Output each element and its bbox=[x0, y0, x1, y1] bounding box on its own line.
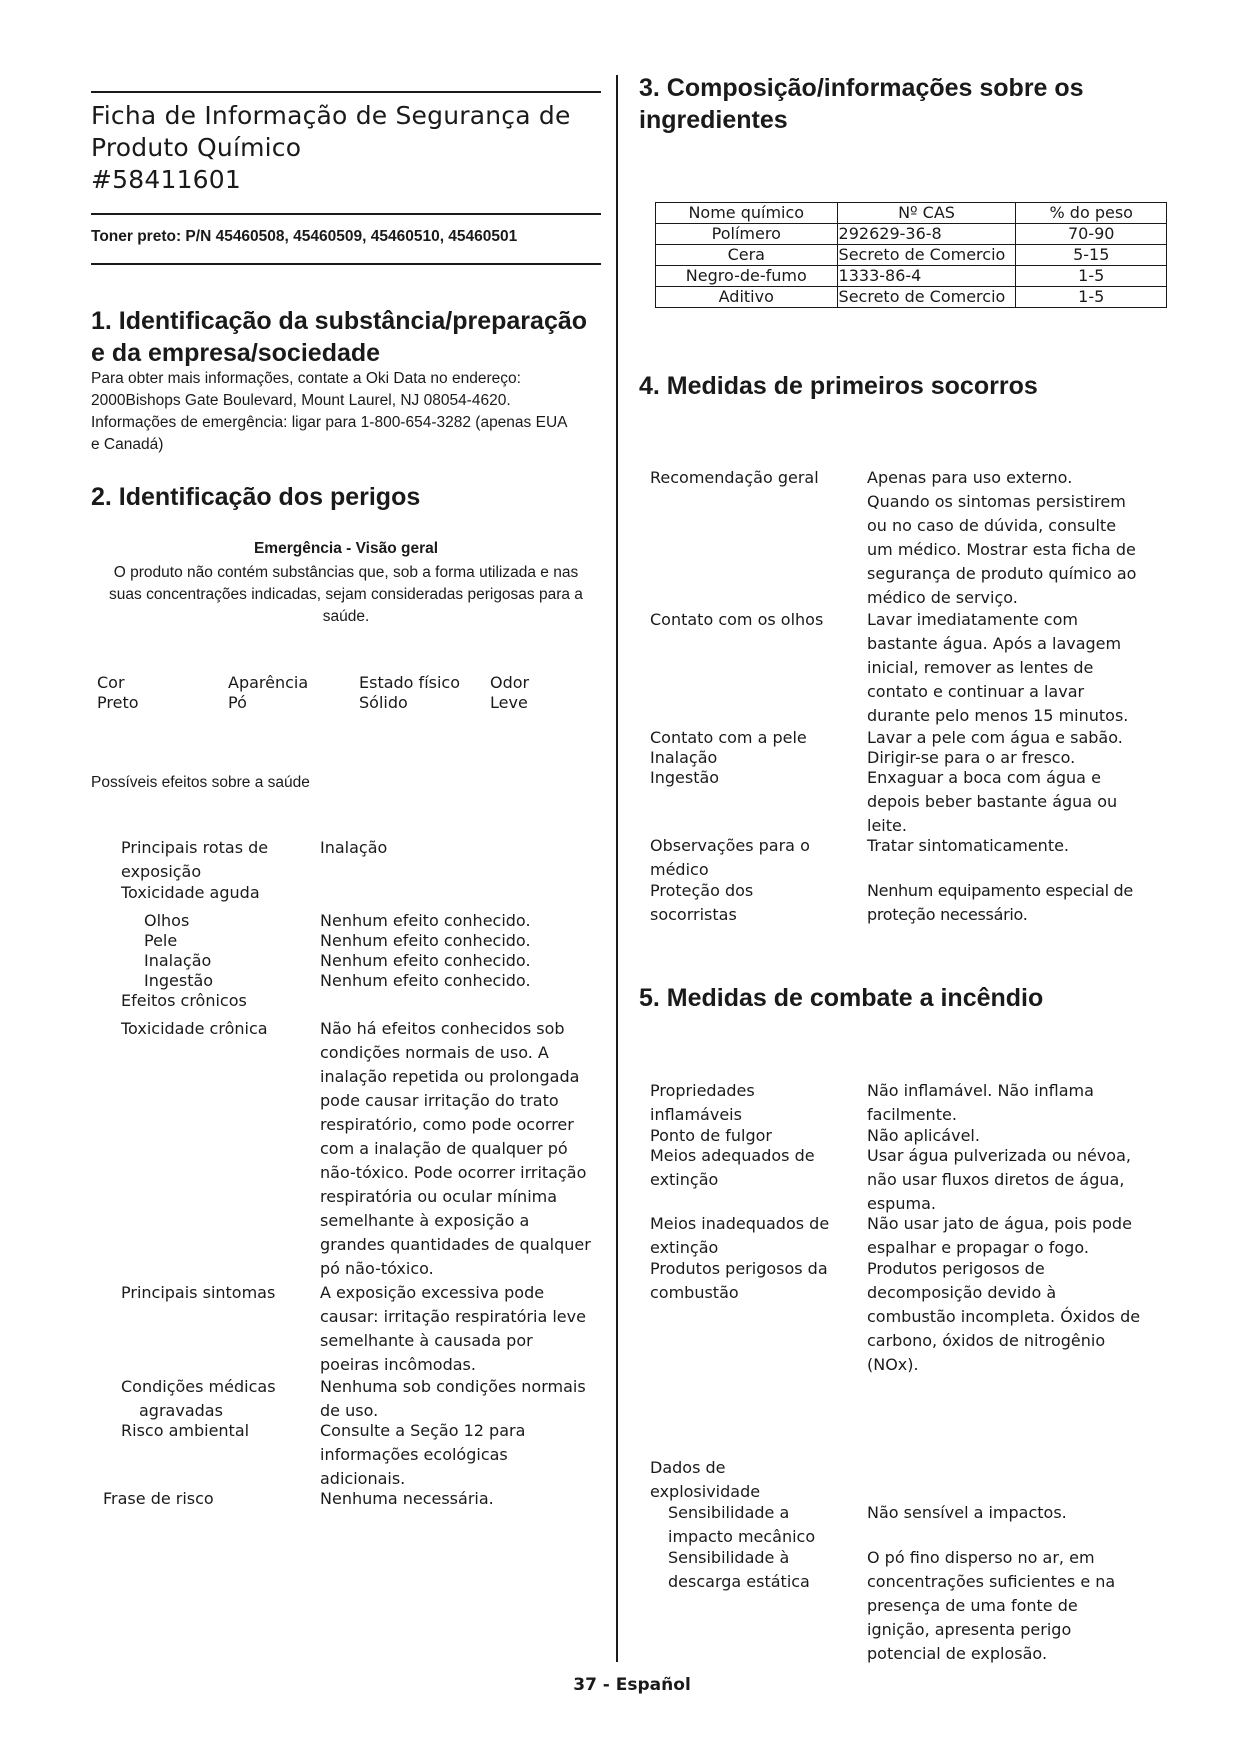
acute-label: Toxicidade aguda bbox=[121, 883, 260, 902]
static-sensitivity-value: O pó fino disperso no ar, em concentrações suficientes e na presença de uma fonte de ignição, apresenta perigo potencial de explosão. bbox=[867, 1548, 1116, 1663]
acute-ingestion-label: Ingestão bbox=[144, 971, 214, 990]
env-risk-label: Risco ambiental bbox=[121, 1421, 250, 1440]
acute-inhalation-label: Inalação bbox=[144, 951, 212, 970]
table-cell: Secreto de Comercio bbox=[837, 245, 1016, 266]
health-effects-title: Possíveis efeitos sobre a saúde bbox=[91, 774, 310, 791]
table-cell: 5-15 bbox=[1016, 245, 1167, 266]
table-row bbox=[656, 266, 1167, 287]
title-bottom-rule bbox=[91, 213, 601, 215]
prop-label-appearance: Aparência bbox=[228, 673, 309, 692]
prop-label-color: Cor bbox=[97, 673, 125, 692]
page-footer: 37 - Español bbox=[573, 1675, 691, 1695]
chronic-tox-value: Não há efeitos conhecidos sob condições normais de uso. A inalação repetida ou prolongada pode causar irritação do trato respiratório, como pode ocorrer com a inalação de qualquer pó não-tóxico. Pode ocorrer irritação respiratória ou ocular mínima semelhante à exposição a grandes quantidades de qualquer pó não-tóxico. bbox=[320, 1019, 591, 1278]
acute-eyes-label: Olhos bbox=[144, 911, 190, 930]
acute-ingestion-value: Nenhum efeito conhecido. bbox=[320, 971, 531, 990]
medical-conditions-value: Nenhuma sob condições normais de uso. bbox=[320, 1377, 586, 1420]
explosivity-label: Dados de explosividade bbox=[650, 1458, 761, 1501]
first-aid-eyes-value: Lavar imediatamente com bastante água. Após a lavagem inicial, remover as lentes de contato e continuar a lavar durante pelo menos 15 minutos. bbox=[867, 610, 1129, 725]
table-cell: Negro-de-fumo bbox=[656, 266, 838, 287]
medical-conditions-label: Condições médicas agravadas bbox=[121, 1377, 276, 1420]
table-cell: Aditivo bbox=[656, 287, 838, 308]
overview-text: O produto não contém substâncias que, sob a forma utilizada e nas suas concentrações indicadas, sejam consideradas perigosas para a saúde. bbox=[109, 564, 583, 625]
prop-value-appearance: Pó bbox=[228, 693, 247, 712]
section-5-heading: 5. Medidas de combate a incêndio bbox=[639, 984, 1044, 1012]
static-sensitivity-label: Sensibilidade à descarga estática bbox=[668, 1548, 810, 1591]
routes-value: Inalação bbox=[320, 838, 388, 857]
symptoms-label: Principais sintomas bbox=[121, 1283, 276, 1302]
fire-flashpoint-label: Ponto de fulgor bbox=[650, 1126, 772, 1145]
fire-unsuitable-media-value: Não usar jato de água, pois pode espalhar e propagar o fogo. bbox=[867, 1214, 1132, 1257]
section-4-heading: 4. Medidas de primeiros socorros bbox=[639, 372, 1038, 400]
top-rule bbox=[91, 91, 601, 93]
table-cell: 1333-86-4 bbox=[837, 266, 1016, 287]
table-cell: 292629-36-8 bbox=[837, 224, 1016, 245]
table-header: Nº CAS bbox=[837, 203, 1016, 224]
composition-table bbox=[655, 202, 1167, 308]
section-1-heading: 1. Identificação da substância/preparação e da empresa/sociedade bbox=[91, 307, 588, 367]
first-aid-rescuer-label: Proteção dos socorristas bbox=[650, 881, 754, 924]
table-cell: 1-5 bbox=[1016, 266, 1167, 287]
risk-phrase-label: Frase de risco bbox=[103, 1489, 214, 1508]
fire-hazardous-products-label: Produtos perigosos da combustão bbox=[650, 1259, 828, 1302]
product-line: Toner preto: P/N 45460508, 45460509, 45460510, 45460501 bbox=[91, 228, 518, 245]
product-bottom-rule bbox=[91, 263, 601, 265]
first-aid-inhalation-label: Inalação bbox=[650, 748, 718, 767]
first-aid-skin-value: Lavar a pele com água e sabão. bbox=[867, 728, 1123, 747]
fire-unsuitable-media-label: Meios inadequados de extinção bbox=[650, 1214, 830, 1257]
table-header-row bbox=[656, 203, 1167, 224]
document-title: Ficha de Informação de Segurança de Produto Químico #58411601 bbox=[91, 101, 571, 194]
table-header: Nome químico bbox=[656, 203, 838, 224]
prop-label-odor: Odor bbox=[490, 673, 530, 692]
section-2-heading: 2. Identificação dos perigos bbox=[91, 483, 421, 511]
prop-label-state: Estado físico bbox=[359, 673, 460, 692]
overview-title: Emergência - Visão geral bbox=[253, 540, 439, 557]
fire-hazardous-products-value: Produtos perigosos de decomposição devido à combustão incompleta. Óxidos de carbono, óxidos de nitrogênio (NOx). bbox=[867, 1259, 1141, 1374]
fire-flammable-value: Não inflamável. Não inflama facilmente. bbox=[867, 1081, 1094, 1124]
table-header: % do peso bbox=[1016, 203, 1167, 224]
fire-suitable-media-label: Meios adequados de extinção bbox=[650, 1146, 815, 1189]
first-aid-ingestion-value: Enxaguar a boca com água e depois beber bastante água ou leite. bbox=[867, 768, 1118, 835]
acute-inhalation-value: Nenhum efeito conhecido. bbox=[320, 951, 531, 970]
prop-value-state: Sólido bbox=[359, 693, 408, 712]
impact-sensitivity-label: Sensibilidade a impacto mecânico bbox=[668, 1503, 816, 1546]
first-aid-doctor-label: Observações para o médico bbox=[650, 836, 810, 879]
section-3-heading: 3. Composição/informações sobre os ingredientes bbox=[639, 74, 1084, 134]
table-cell: Polímero bbox=[656, 224, 838, 245]
first-aid-general-label: Recomendação geral bbox=[650, 468, 819, 487]
first-aid-doctor-value: Tratar sintomaticamente. bbox=[867, 836, 1070, 855]
first-aid-eyes-label: Contato com os olhos bbox=[650, 610, 824, 629]
fire-suitable-media-value: Usar água pulverizada ou névoa, não usar fluxos diretos de água, espuma. bbox=[867, 1146, 1131, 1213]
table-row bbox=[656, 245, 1167, 266]
table-cell: 70-90 bbox=[1016, 224, 1167, 245]
first-aid-skin-label: Contato com a pele bbox=[650, 728, 807, 747]
prop-value-color: Preto bbox=[97, 693, 139, 712]
table-cell: Cera bbox=[656, 245, 838, 266]
env-risk-value: Consulte a Seção 12 para informações ecológicas adicionais. bbox=[320, 1421, 526, 1488]
acute-skin-label: Pele bbox=[144, 931, 178, 950]
section-1-info: Para obter mais informações, contate a Oki Data no endereço: 2000Bishops Gate Boulevard, Mount Laurel, NJ 08054-4620. Informações de emergência: ligar para 1-800-654-3282 (apenas EUA e Canadá) bbox=[91, 370, 568, 453]
first-aid-ingestion-label: Ingestão bbox=[650, 768, 720, 787]
first-aid-rescuer-value: Nenhum equipamento especial de proteção necessário. bbox=[867, 881, 1133, 924]
table-cell: 1-5 bbox=[1016, 287, 1167, 308]
prop-value-odor: Leve bbox=[490, 693, 528, 712]
symptoms-value: A exposição excessiva pode causar: irritação respiratória leve semelhante à causada por poeiras incômodas. bbox=[320, 1283, 586, 1374]
fire-flashpoint-value: Não aplicável. bbox=[867, 1126, 980, 1145]
column-divider bbox=[616, 75, 618, 1662]
first-aid-inhalation-value: Dirigir-se para o ar fresco. bbox=[867, 748, 1076, 767]
acute-skin-value: Nenhum efeito conhecido. bbox=[320, 931, 531, 950]
fire-flammable-label: Propriedades inflamáveis bbox=[650, 1081, 755, 1124]
routes-label: Principais rotas de exposição bbox=[121, 838, 269, 881]
first-aid-general-value: Apenas para uso externo. Quando os sintomas persistirem ou no caso de dúvida, consulte um médico. Mostrar esta ficha de segurança de produto químico ao médico de serviço. bbox=[867, 468, 1137, 607]
impact-sensitivity-value: Não sensível a impactos. bbox=[867, 1503, 1067, 1522]
table-cell: Secreto de Comercio bbox=[837, 287, 1016, 308]
table-row bbox=[656, 224, 1167, 245]
table-row bbox=[656, 287, 1167, 308]
risk-phrase-value: Nenhuma necessária. bbox=[320, 1489, 494, 1508]
chronic-effects-label: Efeitos crônicos bbox=[121, 991, 247, 1010]
acute-eyes-value: Nenhum efeito conhecido. bbox=[320, 911, 531, 930]
chronic-tox-label: Toxicidade crônica bbox=[121, 1019, 268, 1038]
